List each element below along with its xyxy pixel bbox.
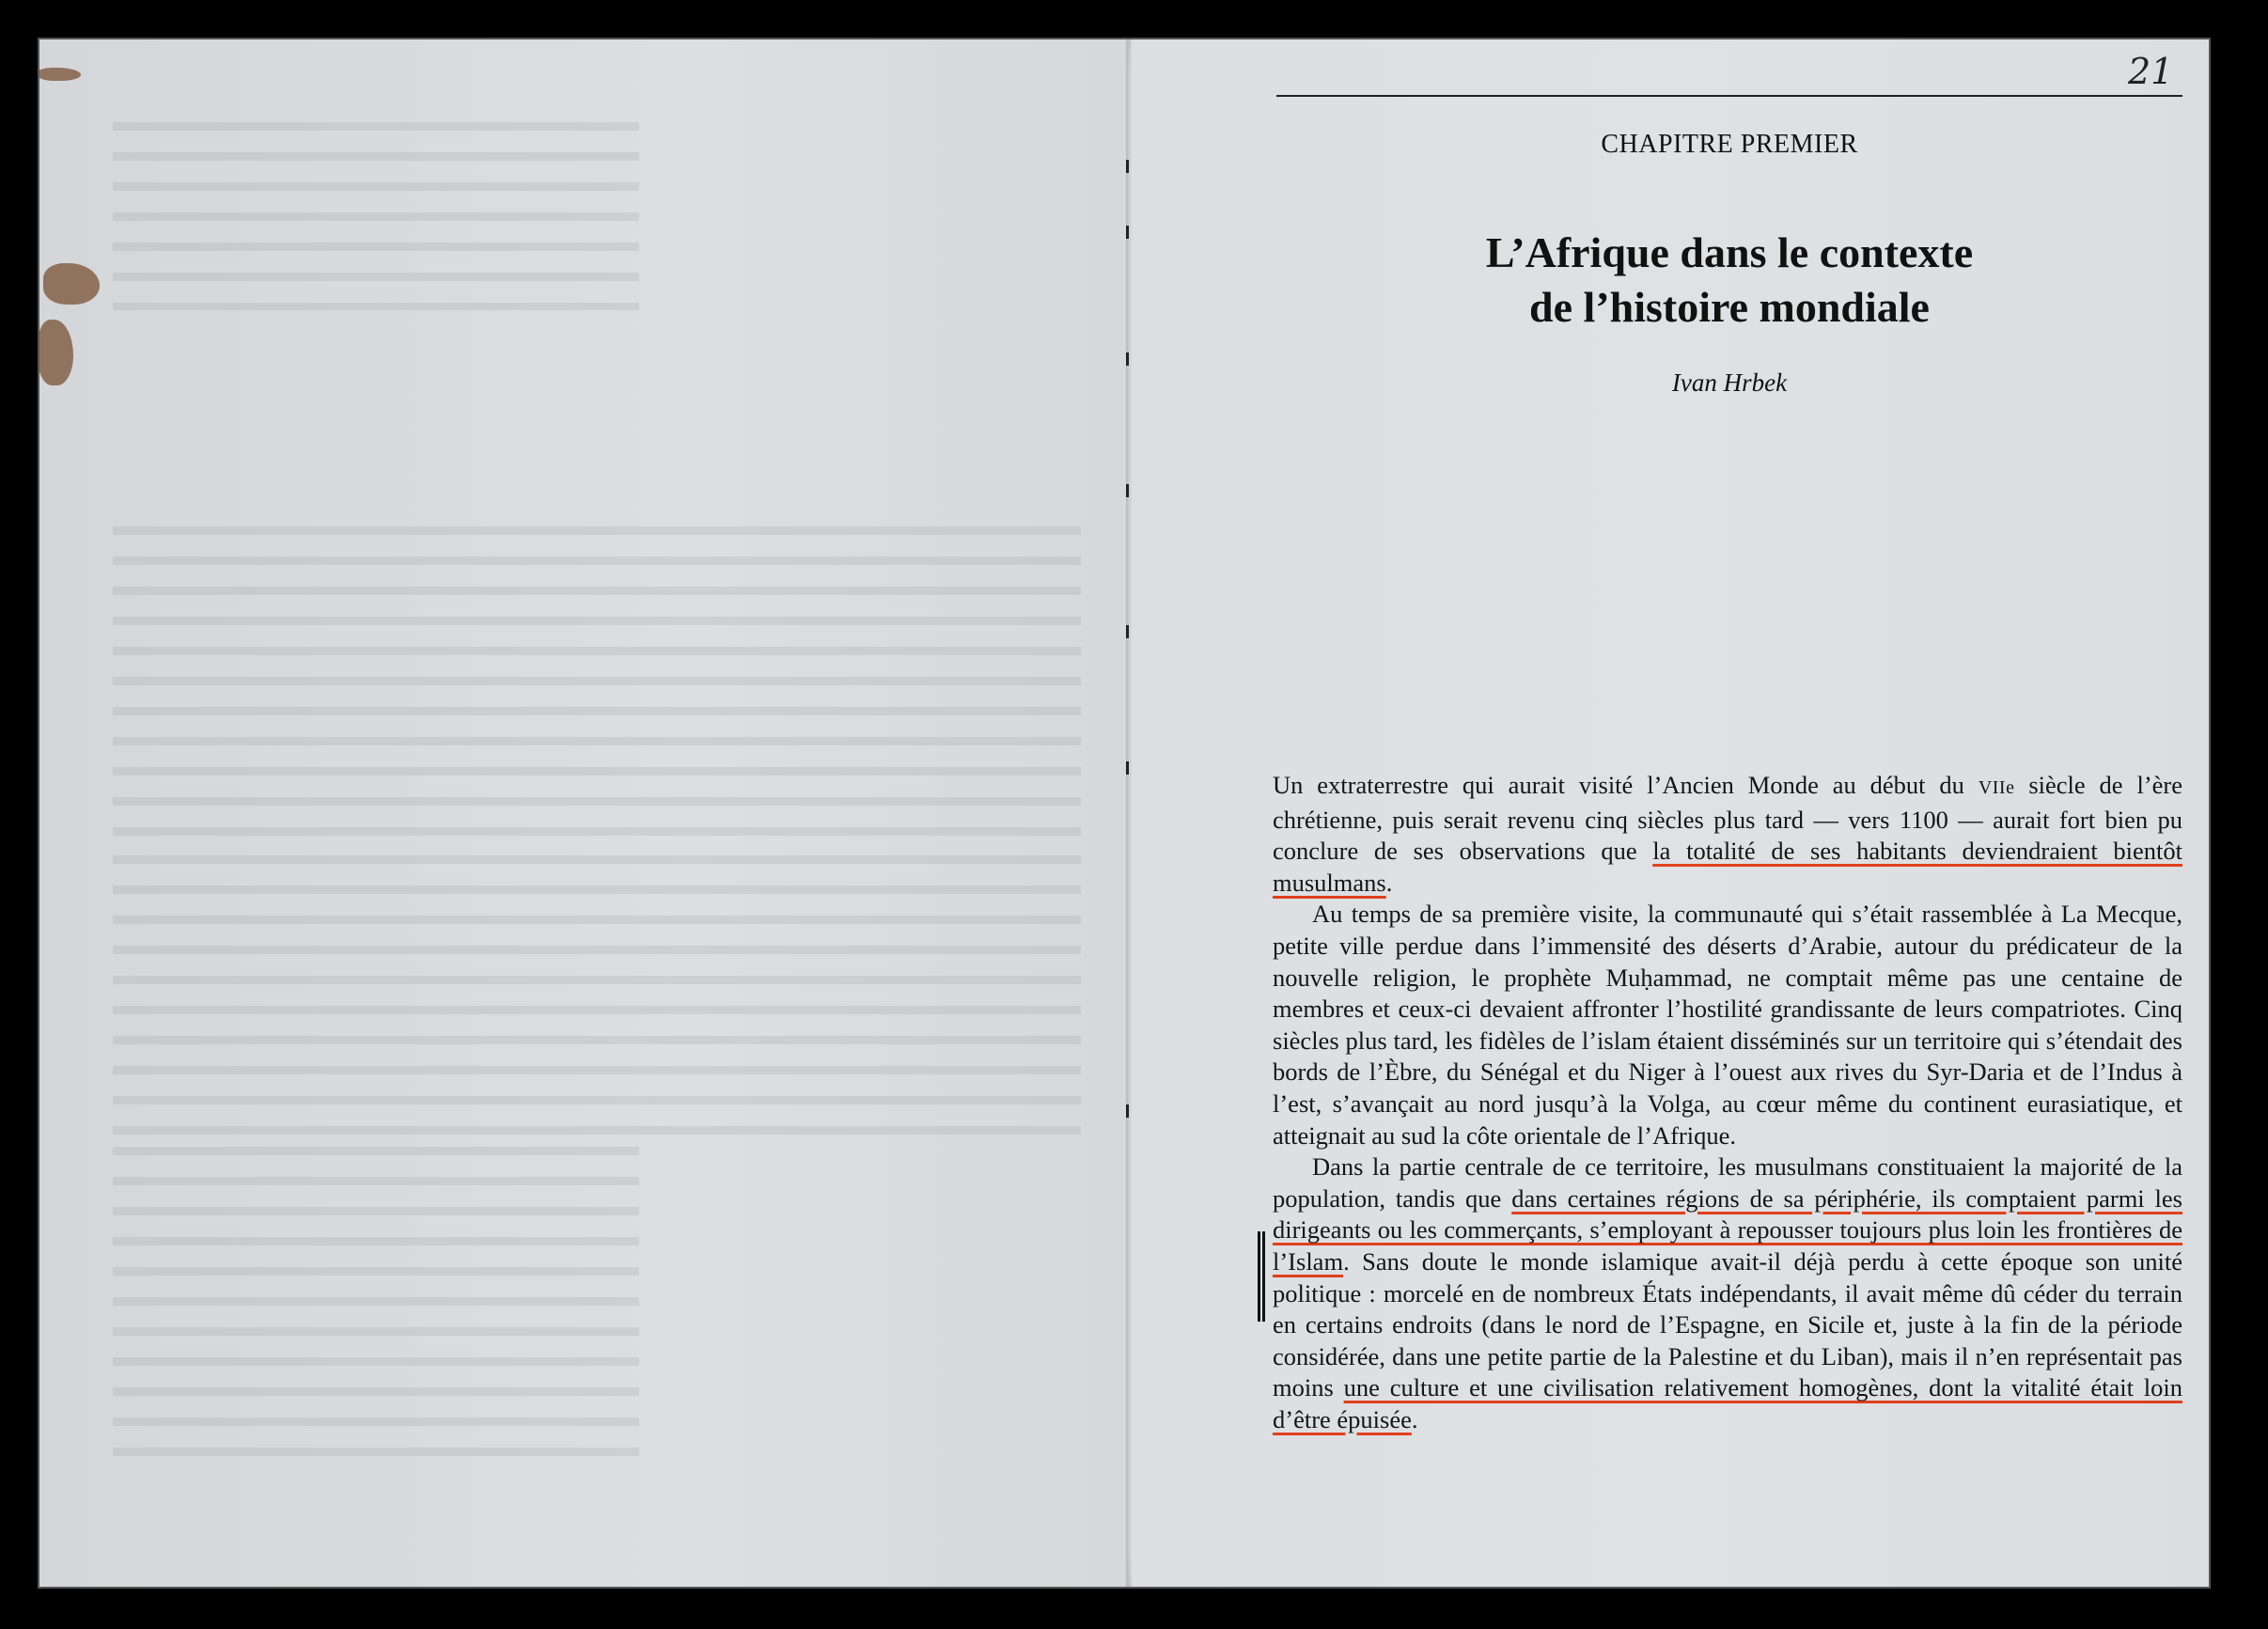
paper-stain [43, 263, 100, 305]
paragraph-1 [1273, 770, 2182, 899]
chapter-title-line-1: L’Afrique dans le contexte [1485, 228, 1974, 276]
paragraph-1-text-c: . [1385, 868, 1393, 897]
chapter-title [1276, 226, 2182, 335]
binding-mark [1126, 625, 1129, 638]
binding-mark [1126, 1104, 1129, 1118]
bleedthrough-text-block [113, 1147, 639, 1466]
margin-annotation-mark [1258, 1231, 1265, 1322]
paper-stain [38, 68, 81, 81]
binding-mark [1126, 352, 1129, 366]
handwritten-page-number: 21 [2128, 51, 2174, 92]
left-page-bleedthrough [38, 38, 1128, 1589]
author-name: Ivan Hrbek [1671, 368, 1788, 397]
underlined-passage: dans certaines régions de sa périphérie, ils comptaient parmi les dirigeants ou les commerçants, s’employant à repousser toujours plus loin les frontières de l’Islam [1273, 1183, 2182, 1276]
bleedthrough-text-block [113, 526, 1081, 846]
paragraph-3-text-c: . [1411, 1404, 1418, 1433]
paragraph-1-text-a: Un extraterrestre qui aurait visité l’Ancien Monde au début du [1273, 771, 1979, 799]
binding-mark [1126, 761, 1129, 775]
paragraph-1-text-b: siècle de l’ère chrétienne, puis serait revenu cinq siècles plus tard — vers 1100 — aurait fort bien pu conclure de ses observations que [1273, 771, 2182, 866]
binding-mark [1126, 226, 1129, 239]
chapter-label: CHAPITRE PREMIER [1601, 130, 1858, 159]
paper-stain [38, 320, 73, 385]
right-page [1132, 38, 2211, 1589]
century-numeral: VIIe [1978, 777, 2015, 798]
binding-mark [1126, 484, 1129, 497]
paragraph-3 [1273, 1151, 2182, 1435]
chapter-body [1273, 770, 2182, 1435]
book-spread [38, 38, 2211, 1589]
paragraph-2: Au temps de sa première visite, la communauté qui s’était rassemblée à La Mecque, petite ville perdue dans l’immensité des déserts d’Arabie, autour du prédicateur de la nouvelle religion, le prophète Muḥammad, ne comptait même pas une centaine de membres et ceux-ci devaient affronter l’hostilité grandissante de leurs compatriotes. Cinq siècles plus tard, les fidèles de l’islam étaient disséminés sur un territoire qui s’étendait des bords de l’Èbre, du Sénégal et du Niger à l’ouest aux rives du Syr-Daria et de l’Indus à l’est, s’avançait au nord jusqu’à la Volga, au cœur même du continent eurasiatique, et atteignait au sud la côte orientale de l’Afrique. [1273, 900, 2182, 1150]
bleedthrough-text-block [113, 855, 1081, 1147]
underlined-passage: la totalité de ses habitants deviendraient bientôt musulmans [1273, 837, 2182, 897]
paragraph-3-text-b: . Sans doute le monde islamique avait-il déjà perdu à cette époque son unité politique : morcelé en de nombreux États indépendants, il avait même dû céder du terrain en certains endroits (dans le nord de l’Espagne, en Sicile et, juste à la fin de la période considérée, dans une petite partie de la Palestine et du Liban), mais il n’en représentait pas moins [1273, 1246, 2182, 1402]
chapter-title-line-2: de l’histoire mondiale [1529, 283, 1930, 331]
bleedthrough-text-block [113, 122, 639, 310]
header-rule [1276, 95, 2182, 97]
underlined-passage: une culture et une civilisation relativement homogènes, dont la vitalité était loin d’être épuisée [1273, 1373, 2182, 1433]
paragraph-3-text-a: Dans la partie centrale de ce territoire, les musulmans constituaient la majorité de la population, tandis que [1273, 1152, 2182, 1213]
binding-mark [1126, 160, 1129, 173]
